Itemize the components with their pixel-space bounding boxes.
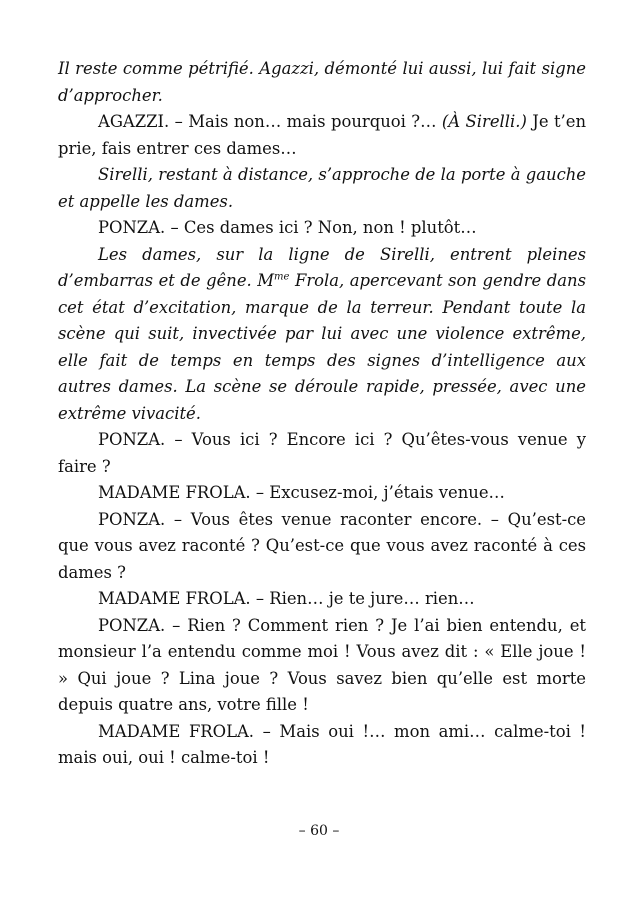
speaker-name: MADAME FROLA. <box>98 483 251 502</box>
dialogue-line <box>58 586 586 613</box>
page-number: – 60 – <box>298 823 340 839</box>
stage-direction <box>58 242 586 428</box>
dialogue-line <box>58 613 586 719</box>
dialogue-text: – Vous ici ? Encore ici ? Qu’êtes-vous venue y faire ? <box>58 430 586 476</box>
dialogue-text: – Mais non… mais pourquoi ?… <box>169 112 442 131</box>
speaker-name: MADAME FROLA. <box>98 721 255 741</box>
dialogue-line <box>58 109 586 162</box>
stage-direction <box>58 162 586 215</box>
dialogue-text: – Mais oui !… mon ami… calme-toi ! mais oui, oui ! calme-toi ! <box>58 721 587 767</box>
speaker-name: PONZA. <box>98 218 166 237</box>
dialogue-text: – Vous êtes venue raconter encore. – Qu’est-ce que vous avez raconté ? Qu’est-ce que vous avez raconté à ces dames ? <box>58 509 586 582</box>
dialogue-line <box>58 215 586 242</box>
dialogue-text: – Rien… je te jure… rien… <box>250 589 475 608</box>
speaker-name: MADAME FROLA. <box>98 589 251 608</box>
page-body <box>58 56 586 772</box>
stage-direction-text: Frola, apercevant son gendre dans cet état d’excitation, marque de la terreur. Pendant toute la scène qui suit, invectivée par lui avec une violence extrême, elle fait de temps en temps des signes d’intelligence aux autres dames. La scène se déroule rapide, pressée, avec une extrême vivacité. <box>58 271 586 423</box>
stage-direction-text: Il reste comme pétrifié. Agazzi, démonté lui aussi, lui fait signe d’approcher. <box>58 59 586 105</box>
dialogue-text: – Rien ? Comment rien ? Je l’ai bien entendu, et monsieur l’a entendu comme moi ! Vous avez dit : « Elle joue ! » Qui joue ? Lina joue ? Vous savez bien qu’elle est morte depuis quatre ans, votre fille ! <box>58 615 586 714</box>
superscript-abbreviation: me <box>274 271 290 283</box>
inline-stage-direction: (À Sirelli.) <box>441 112 527 131</box>
stage-direction <box>58 56 586 109</box>
dialogue-line <box>58 427 586 480</box>
stage-direction-text: Sirelli, restant à distance, s’approche de la porte à gauche et appelle les dames. <box>58 165 586 211</box>
dialogue-text: Je t’en prie, fais entrer ces dames… <box>58 112 587 158</box>
speaker-name: PONZA. <box>98 509 166 529</box>
speaker-name: AGAZZI. <box>98 112 170 131</box>
stage-direction-text: Les dames, sur la ligne de Sirelli, entrent pleines d’embarras et de gêne. M <box>58 244 586 290</box>
dialogue-line <box>58 480 586 507</box>
dialogue-line <box>58 507 586 587</box>
dialogue-text: – Excusez-moi, j’étais venue… <box>250 483 505 502</box>
speaker-name: PONZA. <box>98 615 166 635</box>
dialogue-text: – Ces dames ici ? Non, non ! plutôt… <box>165 218 477 237</box>
dialogue-line <box>58 719 586 772</box>
speaker-name: PONZA. <box>98 430 166 449</box>
